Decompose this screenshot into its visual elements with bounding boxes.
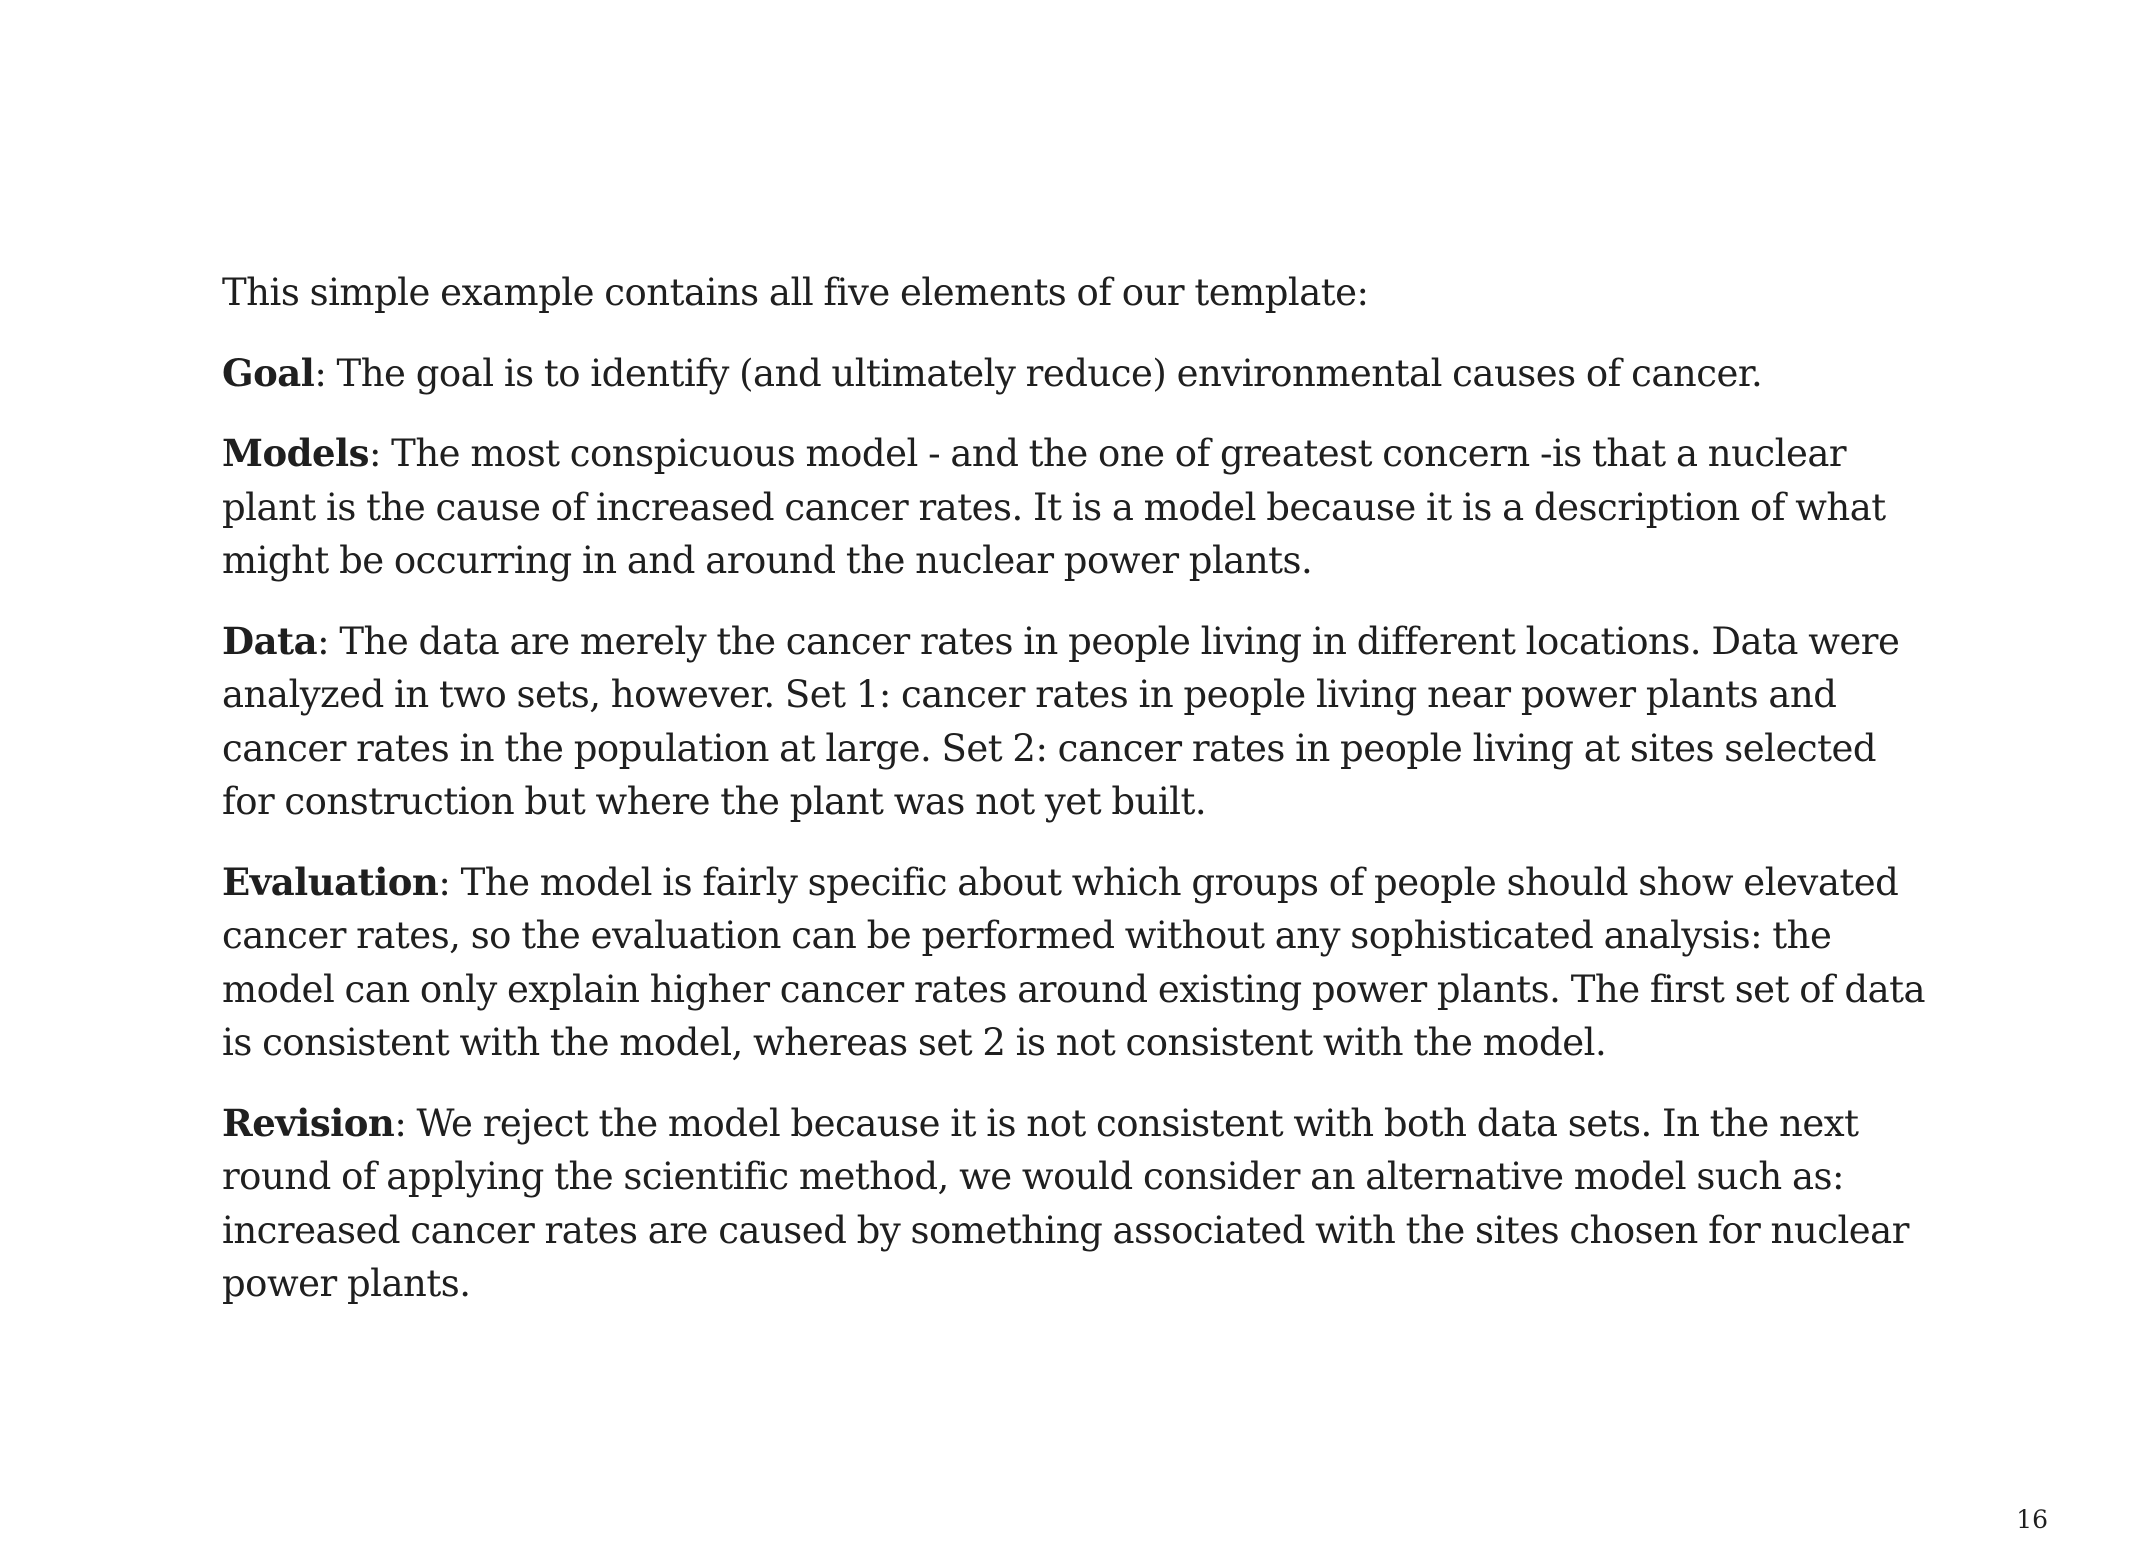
intro-paragraph: This simple example contains all five elements of our template: bbox=[222, 271, 1369, 314]
models-text: : The most conspicuous model - and the one of greatest concern -is that a nuclear plant is the cause of increased cancer rates. It is a model because it is a description of what might be occurring in and around the nuclear power plants. bbox=[222, 432, 1886, 582]
evaluation-term: Evaluation bbox=[222, 859, 439, 904]
goal-paragraph bbox=[222, 347, 1932, 401]
page-number: 16 bbox=[2016, 1505, 2048, 1534]
data-text: : The data are merely the cancer rates in people living in different locations. Data were analyzed in two sets, however. Set 1: cancer rates in people living near power plants and cancer rates in the population at large. Set 2: cancer rates in people living at sites selected for construction but where the plant was not yet built. bbox=[222, 619, 1900, 823]
goal-text: : The goal is to identify (and ultimately reduce) environmental causes of cancer. bbox=[314, 351, 1763, 395]
models-paragraph bbox=[222, 427, 1932, 588]
revision-paragraph bbox=[222, 1097, 1932, 1311]
goal-term: Goal bbox=[222, 350, 315, 395]
data-paragraph bbox=[222, 615, 1932, 829]
models-term: Models bbox=[222, 431, 369, 475]
revision-text: : We reject the model because it is not consistent with both data sets. In the next round of applying the scientific method, we would consider an alternative model such as: increased cancer rates are caused by something associated with the sites chosen for nuclear power plants. bbox=[222, 1101, 1909, 1305]
evaluation-text: : The model is fairly specific about which groups of people should show elevated cancer rates, so the evaluation can be performed without any sophisticated analysis: the model can only explain higher cancer rates around existing power plants. The first set of data is consistent with the model, whereas set 2 is not consistent with the model. bbox=[222, 860, 1926, 1064]
revision-term: Revision bbox=[222, 1100, 395, 1145]
evaluation-paragraph bbox=[222, 856, 1932, 1070]
page-body bbox=[222, 266, 1932, 1338]
data-term: Data bbox=[222, 618, 318, 663]
